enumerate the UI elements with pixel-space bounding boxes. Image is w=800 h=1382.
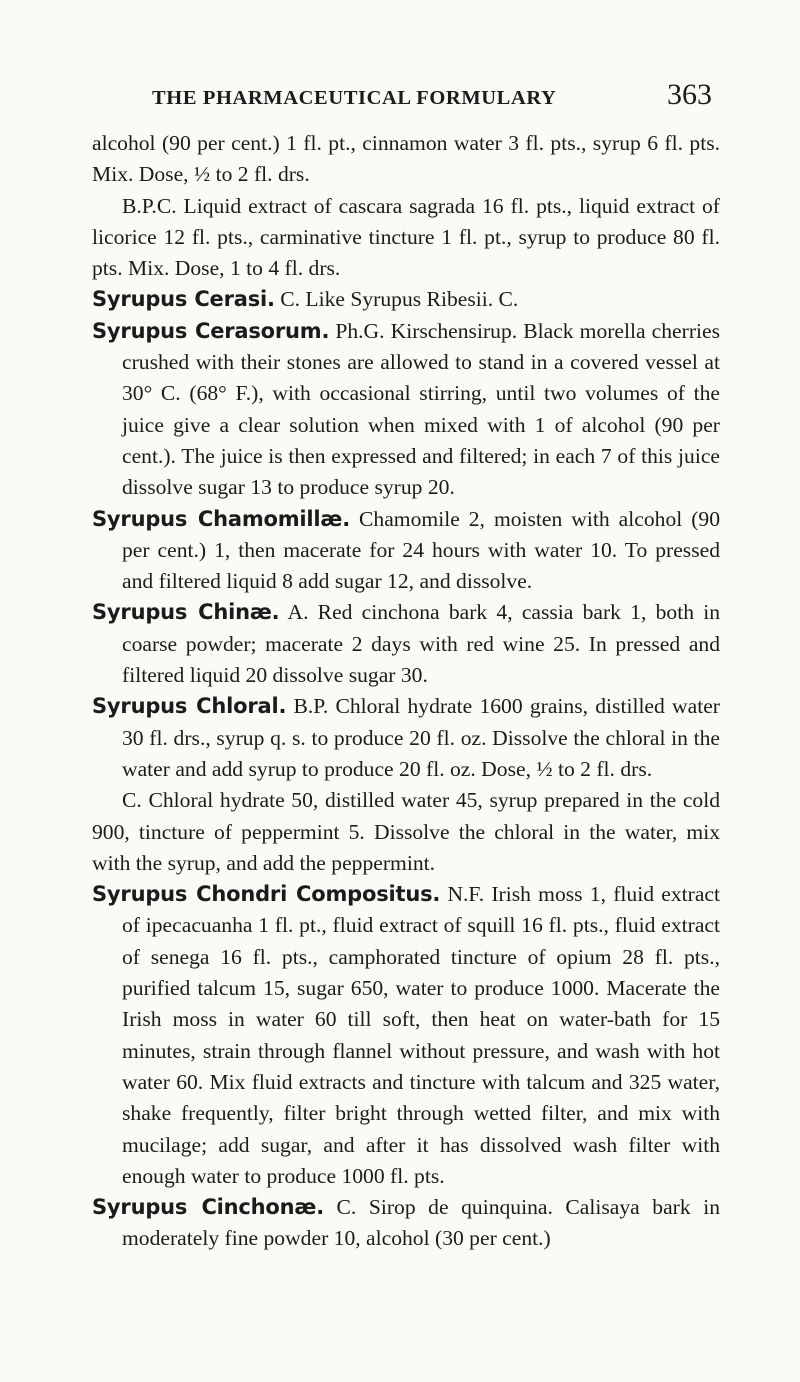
continued-paragraph: alcohol (90 per cent.) 1 fl. pt., cinnamon water 3 fl. pts., syrup 6 fl. pts. Mix. Dose, ½ to 2 fl. drs. — [92, 131, 720, 187]
entry-syrupus-cinchonae: Syrupus Cinchonæ. C. Sirop de quinquina. Calisaya bark in moderately fine powder 10, alcohol (30 per cent.) — [92, 1195, 720, 1251]
entry-title: Syrupus Chloral. — [92, 694, 287, 719]
entry-title: Syrupus Cinchonæ. — [92, 1195, 324, 1220]
page-header — [152, 78, 712, 112]
entry-syrupus-chondri-compositus: Syrupus Chondri Compositus. N.F. Irish moss 1, fluid extract of ipecacuanha 1 fl. pt., fluid extract of squill 16 fl. pts., fluid extract of senega 16 fl. pts., camphorated tincture of opium 28 fl. pts., purified talcum 15, sugar 650, water to produce 1000. Macerate the Irish moss in water 60 till soft, then heat on water-bath for 15 minutes, strain through flannel without pressure, and wash with hot water 60. Mix fluid extracts and tincture with talcum and 325 water, shake frequently, filter bright through wetted filter, and mix with mucilage; add sugar, and after it has dissolved wash filter with enough water to produce 1000 fl. pts. — [92, 882, 720, 1188]
paragraph-bpc: B.P.C. Liquid extract of cascara sagrada 16 fl. pts., liquid extract of licorice 12 fl. pts., carminative tincture 1 fl. pt., syrup to produce 80 fl. pts. Mix. Dose, 1 to 4 fl. drs. — [92, 193, 720, 281]
entry-syrupus-cerasi: Syrupus Cerasi. C. Like Syrupus Ribesii. C. — [92, 287, 519, 312]
entry-title: Syrupus Cerasi. — [92, 287, 275, 312]
entry-syrupus-chamomillae: Syrupus Chamomillæ. Chamomile 2, moisten with alcohol (90 per cent.) 1, then macerate for 24 hours with water 10. To pressed and filtered liquid 8 add sugar 12, and dissolve. — [92, 506, 721, 594]
entry-title: Syrupus Chamomillæ. — [92, 506, 351, 531]
entry-title: Syrupus Cerasorum. — [92, 318, 330, 343]
entry-title: Syrupus Chinæ. — [92, 600, 280, 625]
running-head: THE PHARMACEUTICAL FORMULARY — [152, 87, 557, 109]
entry-syrupus-chinae: Syrupus Chinæ. A. Red cinchona bark 4, cassia bark 1, both in coarse powder; macerate 2 days with red wine 25. In pressed and filtered liquid 20 dissolve sugar 30. — [92, 600, 720, 688]
entry-syrupus-chloral: Syrupus Chloral. B.P. Chloral hydrate 1600 grains, distilled water 30 fl. drs., syrup q. s. to produce 20 fl. oz. Dissolve the chloral in the water and add syrup to produce 20 fl. oz. Dose, ½ to 2 fl. drs. — [92, 694, 720, 781]
paragraph-chloral-c: C. Chloral hydrate 50, distilled water 45, syrup prepared in the cold 900, tincture of peppermint 5. Dissolve the chloral in the water, mix with the syrup, and add the peppermint. — [92, 788, 720, 875]
entry-syrupus-cerasorum: Syrupus Cerasorum. Ph.G. Kirschensirup. Black morella cherries crushed with their stones are allowed to stand in a covered vessel at 30° C. (68° F.), with occasional stirring, until two volumes of the juice give a clear solution when mixed with 1 of alcohol (90 per cent.). The juice is then expressed and filtered; in each 7 of this juice dissolve sugar 13 to produce syrup 20. — [92, 318, 721, 500]
entry-title: Syrupus Chondri Compositus. — [92, 882, 441, 907]
body-text — [92, 128, 720, 1255]
page-number: 363 — [667, 78, 712, 111]
